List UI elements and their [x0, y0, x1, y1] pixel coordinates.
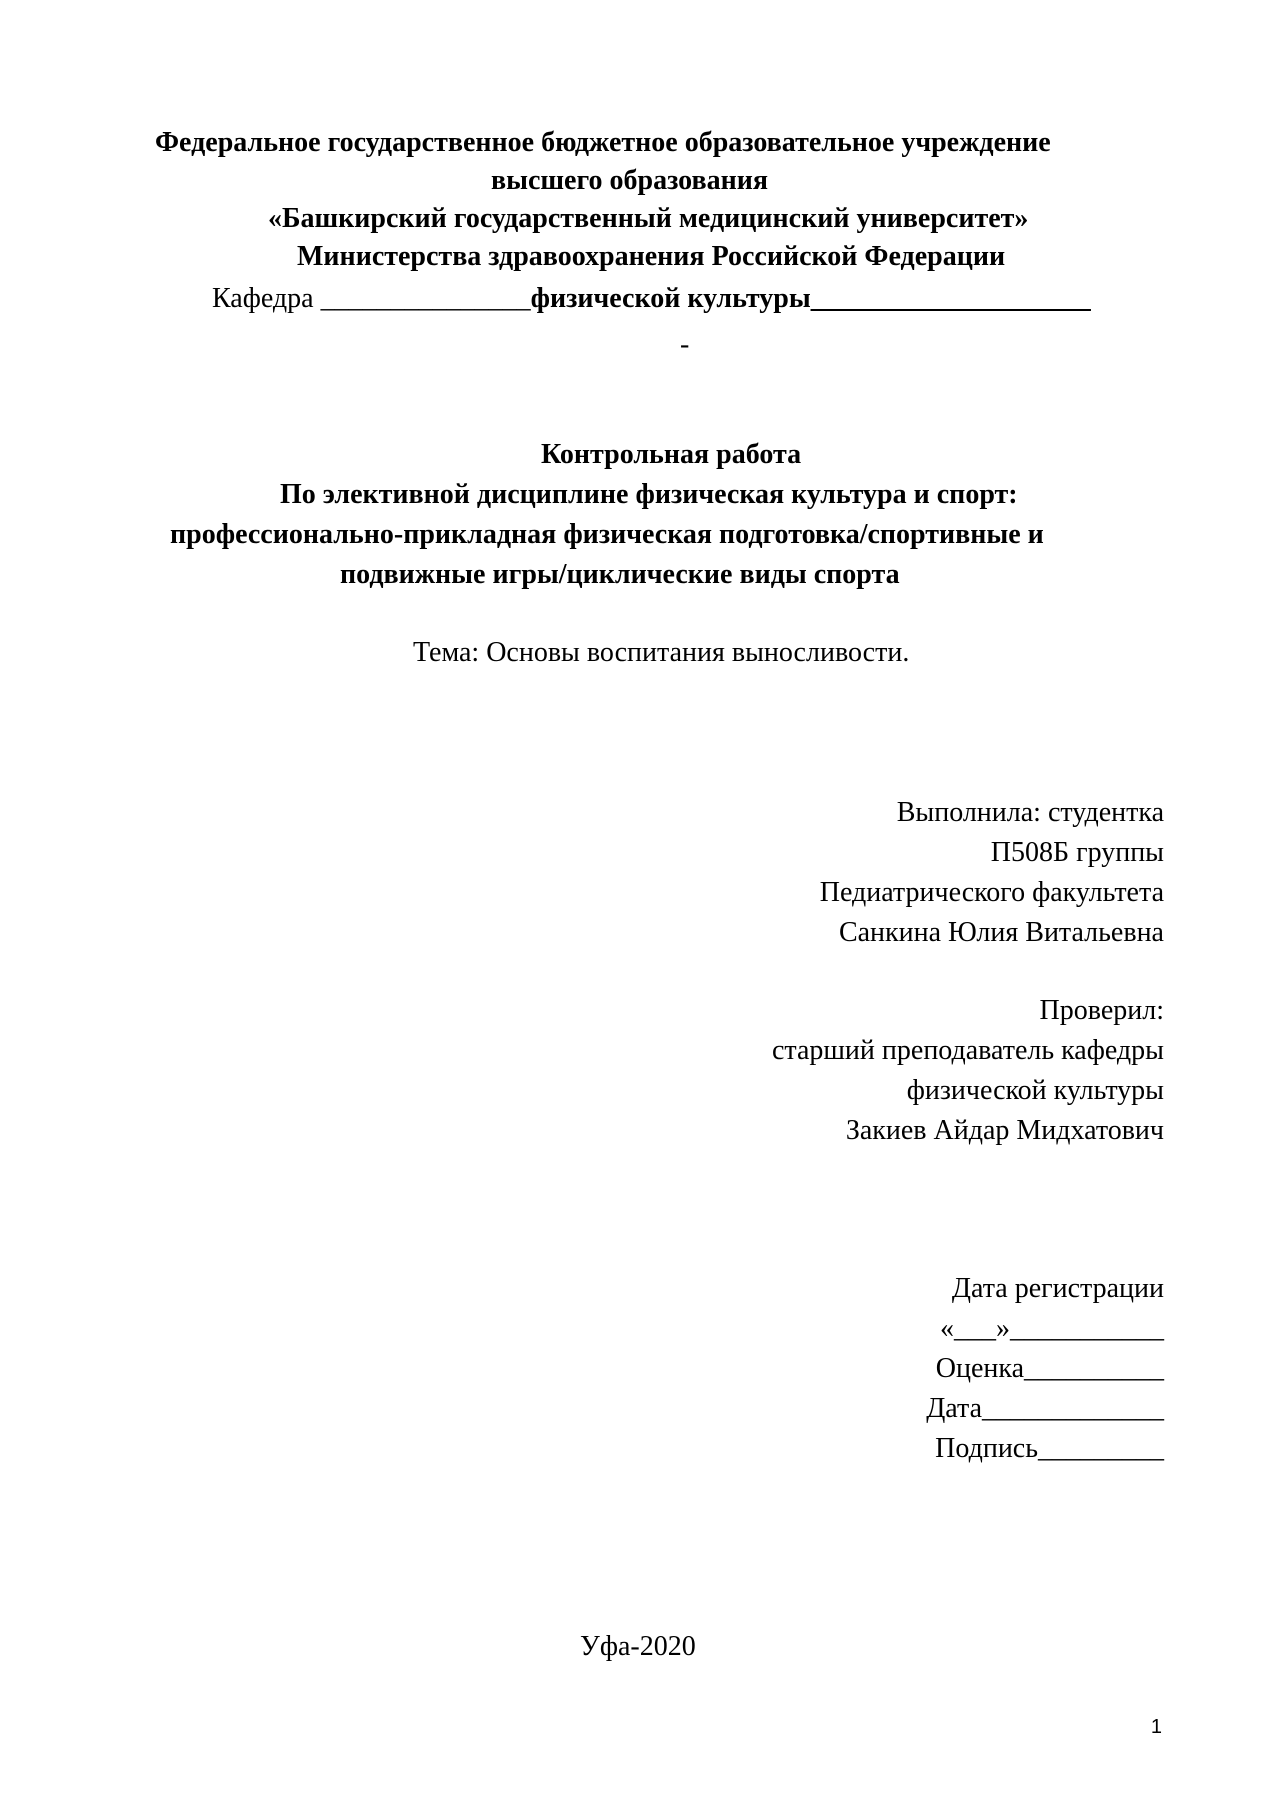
topic-line: Тема: Основы воспитания выносливости.: [413, 637, 910, 668]
performer-faculty: Педиатрического факультета: [819, 877, 1164, 908]
institution-line-1: Федеральное государственное бюджетное образовательное учреждение: [155, 127, 1051, 158]
page-number: 1: [1150, 1716, 1162, 1738]
discipline-line-3: подвижные игры/циклические виды спорта: [340, 559, 900, 590]
university-name: «Башкирский государственный медицинский университет»: [268, 203, 1029, 234]
work-title: Контрольная работа: [541, 439, 802, 470]
department-name: физической культуры: [530, 283, 811, 314]
performer-name: Санкина Юлия Витальевна: [838, 917, 1164, 948]
checker-position: старший преподаватель кафедры: [771, 1035, 1164, 1066]
checker-line-1: Проверил:: [1039, 995, 1164, 1026]
institution-line-2: высшего образования: [491, 165, 768, 196]
discipline-line-2: профессионально-прикладная физическая подготовка/спортивные и: [170, 519, 1044, 550]
registration-date-label: Дата регистрации: [951, 1273, 1164, 1304]
registration-date-blank: «___»___________: [940, 1313, 1164, 1344]
date-field: Дата_____________: [926, 1393, 1164, 1424]
department-line: [212, 280, 1091, 318]
signature-field: Подпись_________: [935, 1433, 1164, 1464]
ministry-line: Министерства здравоохранения Российской Федерации: [297, 241, 1006, 272]
performer-group: П508Б группы: [990, 837, 1164, 868]
checker-name: Закиев Айдар Мидхатович: [845, 1115, 1164, 1146]
performer-line-1: Выполнила: студентка: [896, 797, 1164, 828]
discipline-line-1: По элективной дисциплине физическая культура и спорт:: [280, 479, 1018, 510]
city-year: Уфа-2020: [580, 1631, 696, 1662]
department-dash: -: [680, 329, 690, 360]
department-suffix: ____________________: [810, 283, 1091, 314]
checker-department: физической культуры: [906, 1075, 1164, 1106]
grade-field: Оценка__________: [935, 1353, 1164, 1384]
department-prefix: Кафедра _______________: [212, 283, 531, 314]
